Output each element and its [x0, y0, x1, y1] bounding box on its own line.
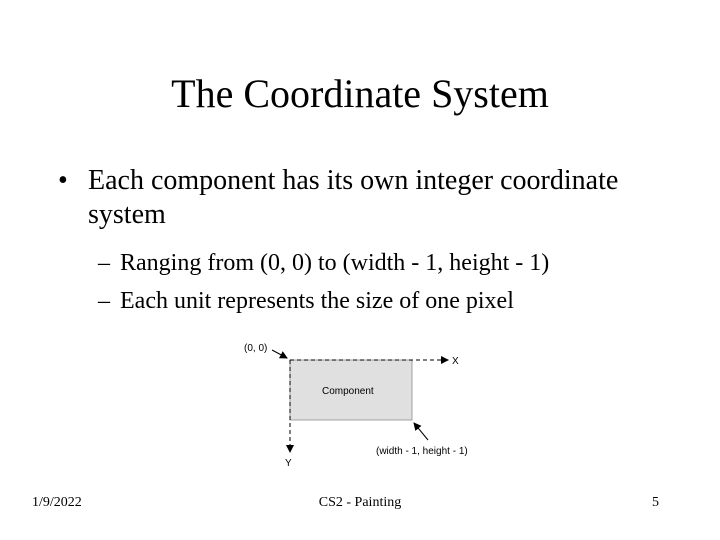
x-axis-label: X	[452, 356, 459, 367]
dash-icon: –	[98, 288, 110, 314]
component-label: Component	[322, 386, 374, 397]
y-axis-label: Y	[285, 458, 292, 469]
corner-label: (width - 1, height - 1)	[376, 446, 468, 457]
origin-pointer-arrow	[272, 350, 287, 358]
dash-icon: –	[98, 250, 110, 276]
origin-label: (0, 0)	[244, 343, 268, 354]
footer-course: CS2 - Painting	[318, 495, 402, 510]
bullet-text: Each component has its own integer coordinate system	[88, 165, 619, 230]
coordinate-diagram	[230, 330, 490, 470]
page-number: 5	[652, 495, 659, 510]
footer-date: 1/9/2022	[32, 495, 82, 510]
sub-bullet-text: Ranging from (0, 0) to (width - 1, height - 1)	[120, 250, 550, 276]
slide-title: The Coordinate System	[171, 71, 549, 116]
sub-bullet-text: Each unit represents the size of one pixel	[120, 288, 514, 314]
bullet-icon: •	[58, 165, 68, 196]
corner-pointer-arrow	[414, 423, 428, 440]
